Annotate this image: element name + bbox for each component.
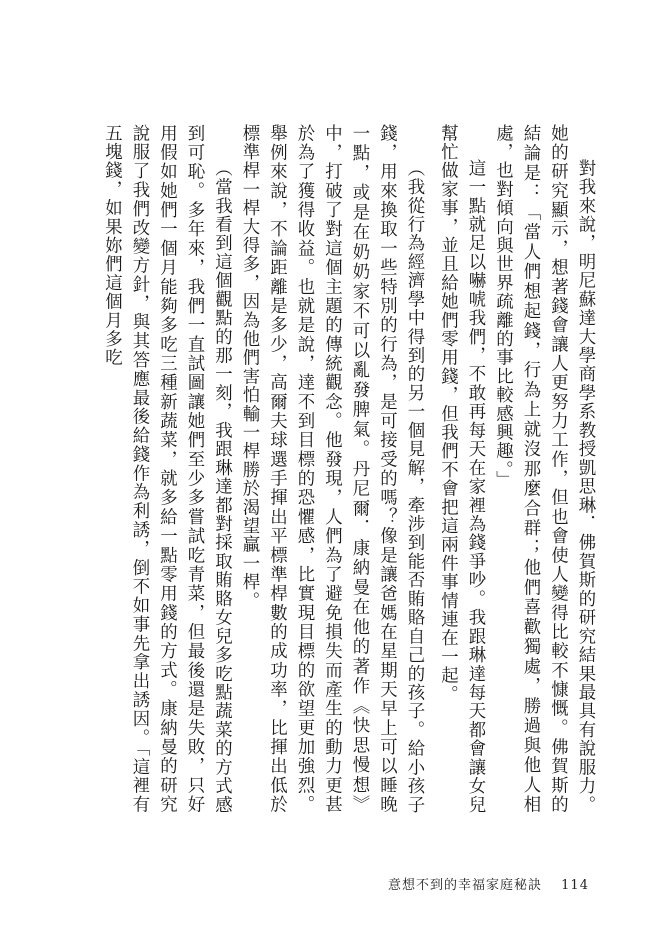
paragraph-3: （我從行為經濟學中得到的另一個見解，牽涉到能否賄賂自己的孩子。給小孩子錢，用來換取一些特別的行為，是可接受的嗎？像是讓爸媽在星期天早上可以睡晚一點，或是在奶奶家不可以亂發脾氣。丹尼爾．康納曼在他的著作《快思慢想》中，打破了對這個主題的傳統觀念。他發現，人們為了避免損失而產生的動力更甚於為了獲得收益。也就是說，達不到目標的恐懼感，比實現目標的欲望更加強烈。舉例來說，不論距離是多少，高爾夫球選手揮出平標準桿數的成功率，比揮出低於標準桿一桿大得多，因為他們害怕輸一桿勝於渴望贏一桿。 bbox=[239, 124, 424, 814]
paragraph-2: 這一點就足以嚇唬我們，不敢再每天在家裡為錢爭吵。我跟琳達每天都會讓女兒幫忙做家事，並且給她們零用錢，但我們不會把這兩件事情連在一起。 bbox=[437, 124, 485, 814]
paragraph-1: 對我來說，明尼蘇達大學商學系教授凱思琳．佛賀斯的研究結果最具有說服力。她的研究顯示，想著錢會讓人更努力工作，但也會使人變得比較不慷慨。佛賀斯的結論是：「當人們想起錢，行為上就沒那麼合群；他們喜歡獨處，勝過與他人相處，也對傾向與世界疏離的事比較感興趣。」 bbox=[492, 124, 595, 814]
running-title: 意想不到的幸福家庭秘訣 bbox=[388, 878, 543, 893]
page-number: 114 bbox=[561, 878, 589, 893]
body-text bbox=[86, 124, 598, 814]
paragraph-4: （當我看到這個觀點的那一刻，我跟琳達都對採取賄賂女兒多吃點蔬菜的方式感到可恥。多年來，我們一直試圖讓她們至少多嘗試吃青菜，但最後還是失敗，只好用假如她們一個月能夠多吃三種新蔬菜，就多給一點零用錢的方式。康納曼的研究說服了我們改變方針，與其答應最後給錢作為利誘，倒不如事先拿出誘因。「這裡有五塊錢，如果妳們這個月多吃 bbox=[101, 124, 232, 814]
page-footer bbox=[388, 874, 589, 893]
